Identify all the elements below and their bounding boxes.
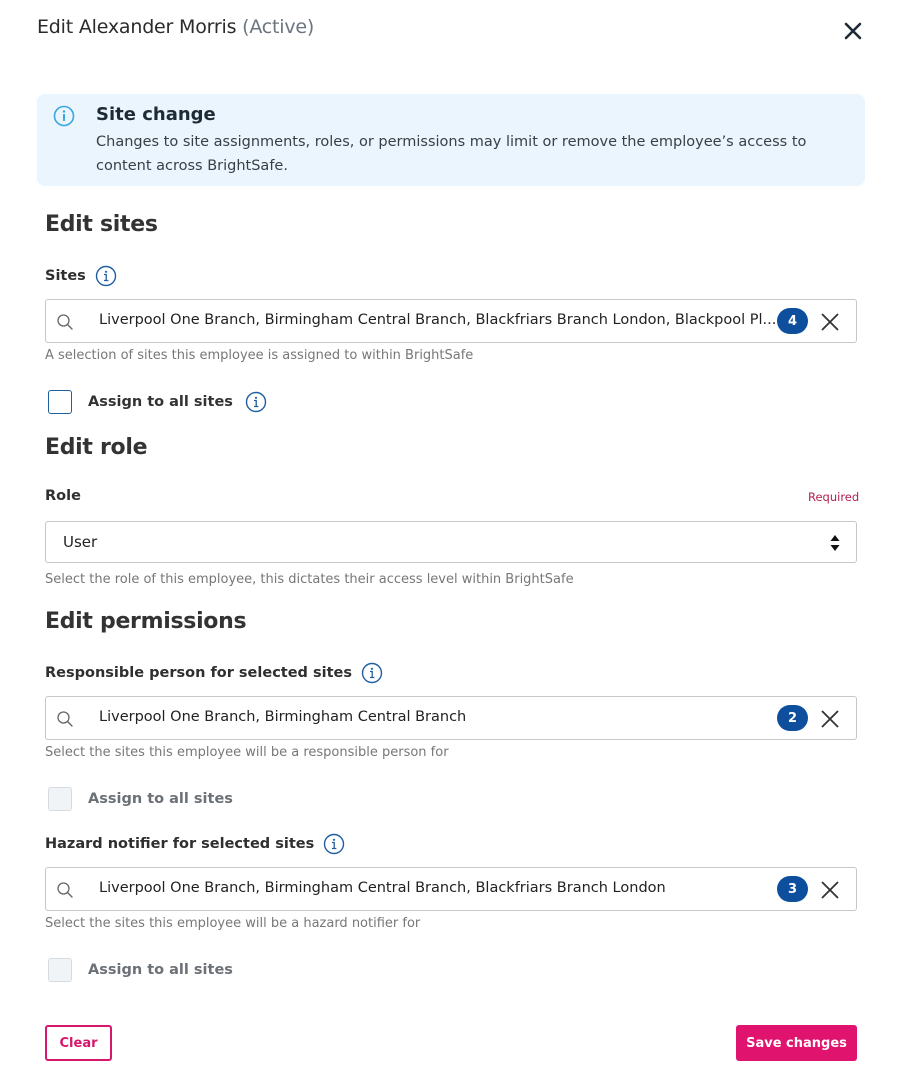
hazard-notifier-multiselect[interactable]	[45, 867, 857, 911]
sites-selected-value: Liverpool One Branch, Birmingham Central Branch, Blackfriars Branch London, Blackpool Pl...	[99, 312, 777, 328]
responsible-assign-all-row	[48, 787, 233, 811]
sites-label	[45, 265, 117, 287]
modal-title	[37, 16, 314, 38]
hazard-notifier-label	[45, 833, 345, 855]
clear-button[interactable]: Clear	[45, 1025, 112, 1061]
responsible-person-label-text: Responsible person for selected sites	[45, 665, 352, 681]
info-icon[interactable]	[95, 265, 117, 287]
sites-multiselect[interactable]	[45, 299, 857, 343]
assign-all-sites-checkbox[interactable]	[48, 390, 72, 414]
search-icon	[56, 313, 74, 331]
hazard-assign-all-row	[48, 958, 233, 982]
clear-hazard-button[interactable]	[818, 878, 842, 902]
close-icon	[844, 22, 862, 40]
assign-all-sites-label: Assign to all sites	[88, 394, 233, 410]
site-change-banner	[37, 94, 865, 186]
save-changes-button[interactable]: Save changes	[736, 1025, 857, 1061]
info-icon[interactable]	[323, 833, 345, 855]
employee-status: (Active)	[242, 16, 315, 38]
search-icon	[56, 881, 74, 899]
responsible-assign-all-label: Assign to all sites	[88, 791, 233, 807]
edit-permissions-heading: Edit permissions	[45, 609, 247, 634]
info-icon[interactable]	[361, 662, 383, 684]
responsible-count-badge: 2	[777, 705, 808, 731]
employee-name: Edit Alexander Morris	[37, 16, 237, 38]
edit-sites-heading: Edit sites	[45, 212, 158, 237]
responsible-person-label	[45, 662, 383, 684]
sort-arrows-icon	[830, 534, 840, 552]
close-icon	[820, 312, 840, 332]
sites-helper-text: A selection of sites this employee is assigned to within BrightSafe	[45, 348, 474, 363]
clear-sites-button[interactable]	[818, 310, 842, 334]
role-label: Role	[45, 488, 81, 504]
role-select[interactable]	[45, 521, 857, 563]
responsible-selected-value: Liverpool One Branch, Birmingham Central Branch	[99, 709, 467, 725]
info-icon[interactable]	[245, 391, 267, 413]
close-button[interactable]	[838, 16, 868, 46]
info-icon	[53, 105, 75, 127]
hazard-selected-value: Liverpool One Branch, Birmingham Central Branch, Blackfriars Branch London	[99, 880, 666, 896]
hazard-count-badge: 3	[777, 876, 808, 902]
role-selected-value: User	[63, 533, 98, 551]
required-indicator: Required	[808, 490, 860, 504]
responsible-assign-all-checkbox[interactable]	[48, 787, 72, 811]
close-icon	[820, 880, 840, 900]
hazard-assign-all-label: Assign to all sites	[88, 962, 233, 978]
role-helper-text: Select the role of this employee, this dictates their access level within BrightSafe	[45, 572, 574, 587]
sites-count-badge: 4	[777, 308, 808, 334]
edit-role-heading: Edit role	[45, 435, 148, 460]
assign-all-sites-row	[48, 390, 267, 414]
sites-label-text: Sites	[45, 268, 86, 284]
hazard-assign-all-checkbox[interactable]	[48, 958, 72, 982]
hazard-notifier-label-text: Hazard notifier for selected sites	[45, 836, 315, 852]
search-icon	[56, 710, 74, 728]
banner-title: Site change	[96, 104, 216, 125]
responsible-person-multiselect[interactable]	[45, 696, 857, 740]
responsible-helper-text: Select the sites this employee will be a responsible person for	[45, 745, 449, 760]
close-icon	[820, 709, 840, 729]
banner-text: Changes to site assignments, roles, or permissions may limit or remove the employee’s access to content across BrightSafe.	[96, 134, 807, 174]
hazard-helper-text: Select the sites this employee will be a hazard notifier for	[45, 916, 421, 931]
clear-responsible-button[interactable]	[818, 707, 842, 731]
